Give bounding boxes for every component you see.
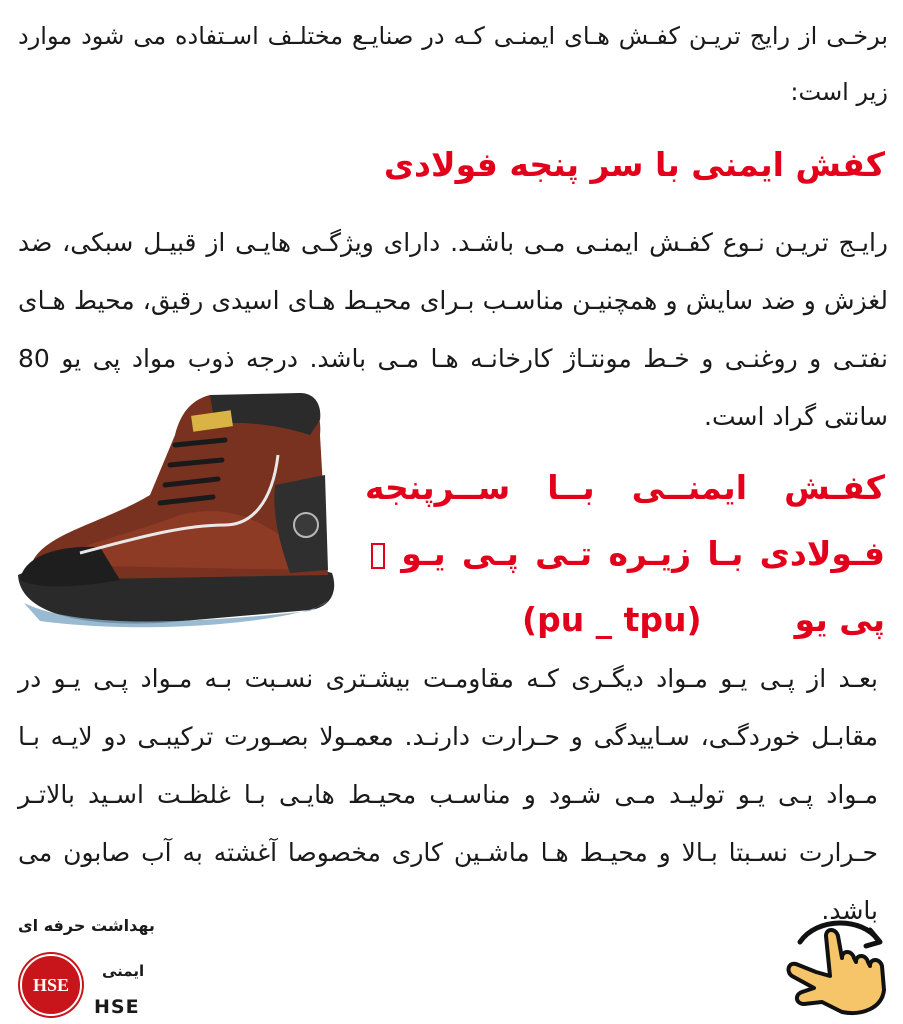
hse-logo [10, 912, 160, 1022]
pu-tpu-paragraph: بعـد از پـی یـو مـواد دیگـری کـه مقاومـت بیشـتری نسـبت بـه مـواد پـی یـو در مقابـل خوردگـی، سـاییدگی و حـرارت دارنـد. معمـولا بصـورت ترکیبـی دو لایـه بـا مـواد پـی یـو تولیـد مـی شـود و مناسـب محیـط هایـی بـا غلظـت اسـید بالاتـر حـرارت نسـبتا بـالا و محیـط هـا ماشـین کاری مخصوصا آغشته به آب صابون می باشد. [18, 664, 878, 925]
logo-title: بهداشت حرفه ای [18, 916, 155, 935]
swipe-hand-icon[interactable] [782, 912, 892, 1020]
heading-steel-toe: کفش ایمنی با سر پنجه فولادی [383, 145, 885, 184]
heading-pu-main: کفـش ایمنــی بــا ســرپنجه فـولادی بـا زیـره تـی پـی یـو [365, 468, 885, 573]
logo-abbr: HSE [94, 996, 140, 1018]
heading-steel-toe-tpu [365, 455, 885, 653]
safety-boot-image [10, 375, 340, 640]
heading-pu-latin: (pu _ tpu) [521, 600, 702, 639]
hse-badge-icon: HSE [20, 954, 82, 1016]
intro-paragraph: برخـی از رایج تریـن کفـش هـای ایمنـی کـه در صنایـع مختلـف اسـتفاده می شود موارد زیر است: [18, 22, 888, 106]
logo-word: ایمنی [102, 962, 145, 980]
steel-toe-paragraph: رایـج تریـن نـوع کفـش ایمنـی مـی باشـد. دارای ویژگـی هایـی از قبیـل سبکی، ضد لغزش و ضد سایش و همچنیـن مناسـب بـرای محیـط هـای اسیدی رقیق، محیط هـای نفتـی و روغنـی و خـط مونتـاژ کارخانـه هـا مـی باشد. درجه ذوب مواد پی یو 80 سانتی گراد است. [18, 228, 888, 431]
heading-pu-suffix: پی یو [794, 600, 885, 639]
missing-glyph-icon [371, 543, 385, 569]
